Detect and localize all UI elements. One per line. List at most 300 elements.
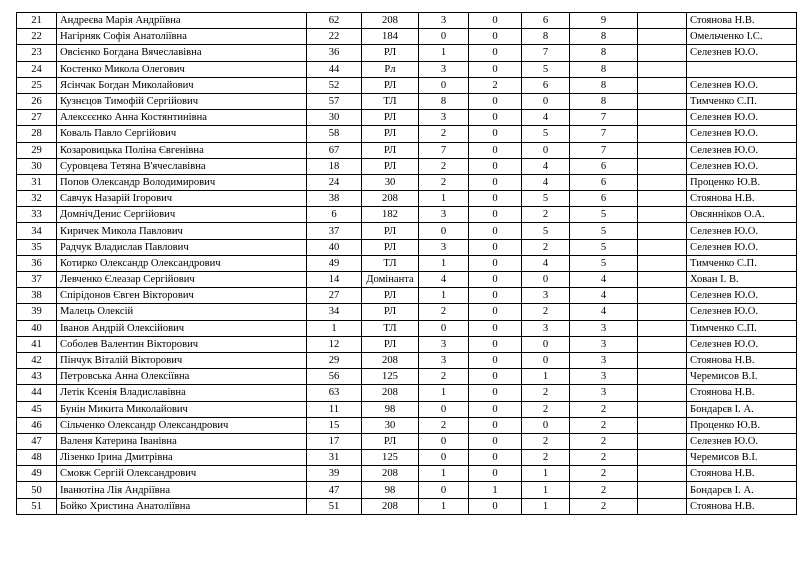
row-number-cell: 39 xyxy=(17,304,57,320)
row-number-cell: 38 xyxy=(17,288,57,304)
student-name-cell: Соболев Валентин Вікторович xyxy=(57,336,307,352)
school-cell: 208 xyxy=(362,498,419,514)
participant-code-cell: 14 xyxy=(307,272,362,288)
total-score-cell: 6 xyxy=(570,174,638,190)
row-number-cell: 22 xyxy=(17,29,57,45)
row-number-cell: 51 xyxy=(17,498,57,514)
score-1-cell: 3 xyxy=(419,61,469,77)
total-score-cell: 2 xyxy=(570,433,638,449)
school-cell: 30 xyxy=(362,174,419,190)
teacher-name-cell: Селезнев Ю.О. xyxy=(687,239,797,255)
participant-code-cell: 12 xyxy=(307,336,362,352)
row-number-cell: 25 xyxy=(17,77,57,93)
score-3-cell: 2 xyxy=(522,207,570,223)
participant-code-cell: 1 xyxy=(307,320,362,336)
total-score-cell: 4 xyxy=(570,304,638,320)
total-score-cell: 8 xyxy=(570,45,638,61)
teacher-name-cell: Стоянова Н.В. xyxy=(687,466,797,482)
score-2-cell: 0 xyxy=(469,239,522,255)
score-2-cell: 0 xyxy=(469,352,522,368)
score-3-cell: 0 xyxy=(522,93,570,109)
student-name-cell: Бойко Христина Анатоліївна xyxy=(57,498,307,514)
total-score-cell: 5 xyxy=(570,239,638,255)
school-cell: 125 xyxy=(362,369,419,385)
score-1-cell: 1 xyxy=(419,498,469,514)
row-number-cell: 35 xyxy=(17,239,57,255)
school-cell: РЛ xyxy=(362,142,419,158)
score-2-cell: 0 xyxy=(469,29,522,45)
score-2-cell: 0 xyxy=(469,369,522,385)
score-2-cell: 0 xyxy=(469,320,522,336)
teacher-name-cell: Стоянова Н.В. xyxy=(687,498,797,514)
note-cell xyxy=(638,110,687,126)
score-2-cell: 0 xyxy=(469,417,522,433)
table-row xyxy=(17,433,797,449)
student-name-cell: Савчук Назарій Ігорович xyxy=(57,191,307,207)
score-3-cell: 2 xyxy=(522,433,570,449)
total-score-cell: 8 xyxy=(570,77,638,93)
row-number-cell: 29 xyxy=(17,142,57,158)
score-2-cell: 0 xyxy=(469,401,522,417)
score-3-cell: 0 xyxy=(522,352,570,368)
teacher-name-cell: Селезнев Ю.О. xyxy=(687,110,797,126)
total-score-cell: 2 xyxy=(570,450,638,466)
score-2-cell: 0 xyxy=(469,13,522,29)
total-score-cell: 3 xyxy=(570,385,638,401)
student-name-cell: Кузнєцов Тимофій Сергійович xyxy=(57,93,307,109)
total-score-cell: 2 xyxy=(570,401,638,417)
score-3-cell: 3 xyxy=(522,288,570,304)
row-number-cell: 33 xyxy=(17,207,57,223)
row-number-cell: 47 xyxy=(17,433,57,449)
score-1-cell: 1 xyxy=(419,255,469,271)
note-cell xyxy=(638,450,687,466)
table-row xyxy=(17,369,797,385)
student-name-cell: Андреєва Марія Андріївна xyxy=(57,13,307,29)
participant-code-cell: 31 xyxy=(307,450,362,466)
participant-code-cell: 57 xyxy=(307,93,362,109)
score-3-cell: 6 xyxy=(522,77,570,93)
school-cell: ТЛ xyxy=(362,320,419,336)
teacher-name-cell: Селезнев Ю.О. xyxy=(687,142,797,158)
student-name-cell: ДомнічДенис Сергійович xyxy=(57,207,307,223)
score-3-cell: 0 xyxy=(522,336,570,352)
school-cell: Рл xyxy=(362,61,419,77)
note-cell xyxy=(638,158,687,174)
row-number-cell: 34 xyxy=(17,223,57,239)
score-2-cell: 0 xyxy=(469,126,522,142)
total-score-cell: 8 xyxy=(570,93,638,109)
row-number-cell: 27 xyxy=(17,110,57,126)
score-1-cell: 0 xyxy=(419,223,469,239)
table-row xyxy=(17,158,797,174)
row-number-cell: 40 xyxy=(17,320,57,336)
school-cell: 98 xyxy=(362,401,419,417)
table-row xyxy=(17,13,797,29)
score-1-cell: 3 xyxy=(419,352,469,368)
row-number-cell: 43 xyxy=(17,369,57,385)
score-2-cell: 0 xyxy=(469,466,522,482)
teacher-name-cell: Стоянова Н.В. xyxy=(687,191,797,207)
score-1-cell: 0 xyxy=(419,401,469,417)
row-number-cell: 32 xyxy=(17,191,57,207)
school-cell: РЛ xyxy=(362,45,419,61)
score-1-cell: 1 xyxy=(419,288,469,304)
school-cell: ТЛ xyxy=(362,93,419,109)
table-row xyxy=(17,77,797,93)
score-3-cell: 2 xyxy=(522,401,570,417)
note-cell xyxy=(638,13,687,29)
total-score-cell: 2 xyxy=(570,417,638,433)
score-2-cell: 0 xyxy=(469,207,522,223)
participant-code-cell: 17 xyxy=(307,433,362,449)
score-2-cell: 0 xyxy=(469,450,522,466)
score-1-cell: 0 xyxy=(419,29,469,45)
score-3-cell: 4 xyxy=(522,255,570,271)
total-score-cell: 5 xyxy=(570,255,638,271)
school-cell: РЛ xyxy=(362,158,419,174)
total-score-cell: 7 xyxy=(570,142,638,158)
score-3-cell: 4 xyxy=(522,110,570,126)
score-2-cell: 0 xyxy=(469,45,522,61)
table-row xyxy=(17,417,797,433)
score-3-cell: 4 xyxy=(522,174,570,190)
row-number-cell: 41 xyxy=(17,336,57,352)
note-cell xyxy=(638,174,687,190)
table-row xyxy=(17,272,797,288)
score-1-cell: 3 xyxy=(419,110,469,126)
table-row xyxy=(17,288,797,304)
participant-code-cell: 47 xyxy=(307,482,362,498)
teacher-name-cell: Селезнев Ю.О. xyxy=(687,304,797,320)
student-name-cell: Овсієнко Богдана Вячеславівна xyxy=(57,45,307,61)
row-number-cell: 49 xyxy=(17,466,57,482)
table-row xyxy=(17,110,797,126)
note-cell xyxy=(638,207,687,223)
participant-code-cell: 36 xyxy=(307,45,362,61)
student-name-cell: Левченко Єлеазар Сергійович xyxy=(57,272,307,288)
participant-code-cell: 52 xyxy=(307,77,362,93)
table-row xyxy=(17,61,797,77)
score-2-cell: 0 xyxy=(469,498,522,514)
score-3-cell: 1 xyxy=(522,466,570,482)
school-cell: 182 xyxy=(362,207,419,223)
teacher-name-cell: Бондарєв І. А. xyxy=(687,401,797,417)
teacher-name-cell: Селезнев Ю.О. xyxy=(687,158,797,174)
table-row xyxy=(17,498,797,514)
score-3-cell: 1 xyxy=(522,482,570,498)
note-cell xyxy=(638,77,687,93)
total-score-cell: 6 xyxy=(570,191,638,207)
teacher-name-cell: Хован І. В. xyxy=(687,272,797,288)
participant-code-cell: 51 xyxy=(307,498,362,514)
table-row xyxy=(17,336,797,352)
teacher-name-cell: Тимченко С.П. xyxy=(687,320,797,336)
table-row xyxy=(17,126,797,142)
teacher-name-cell: Селезнев Ю.О. xyxy=(687,77,797,93)
note-cell xyxy=(638,288,687,304)
score-1-cell: 3 xyxy=(419,207,469,223)
teacher-name-cell: Стоянова Н.В. xyxy=(687,385,797,401)
school-cell: 208 xyxy=(362,466,419,482)
school-cell: 208 xyxy=(362,13,419,29)
note-cell xyxy=(638,336,687,352)
note-cell xyxy=(638,142,687,158)
table-row xyxy=(17,482,797,498)
score-1-cell: 2 xyxy=(419,158,469,174)
teacher-name-cell: Проценко Ю.В. xyxy=(687,417,797,433)
row-number-cell: 50 xyxy=(17,482,57,498)
score-1-cell: 4 xyxy=(419,272,469,288)
total-score-cell: 3 xyxy=(570,320,638,336)
total-score-cell: 7 xyxy=(570,110,638,126)
score-2-cell: 0 xyxy=(469,158,522,174)
score-3-cell: 2 xyxy=(522,239,570,255)
participant-code-cell: 62 xyxy=(307,13,362,29)
row-number-cell: 21 xyxy=(17,13,57,29)
participant-code-cell: 11 xyxy=(307,401,362,417)
table-row xyxy=(17,255,797,271)
total-score-cell: 7 xyxy=(570,126,638,142)
score-1-cell: 7 xyxy=(419,142,469,158)
score-1-cell: 2 xyxy=(419,304,469,320)
school-cell: Домінанта xyxy=(362,272,419,288)
participant-code-cell: 56 xyxy=(307,369,362,385)
score-1-cell: 1 xyxy=(419,385,469,401)
score-1-cell: 0 xyxy=(419,77,469,93)
student-name-cell: Валеня Катерина Іванівна xyxy=(57,433,307,449)
student-name-cell: Пінчук Віталій Вікторович xyxy=(57,352,307,368)
total-score-cell: 2 xyxy=(570,498,638,514)
note-cell xyxy=(638,239,687,255)
total-score-cell: 9 xyxy=(570,13,638,29)
school-cell: 98 xyxy=(362,482,419,498)
note-cell xyxy=(638,401,687,417)
teacher-name-cell: Овсянніков О.А. xyxy=(687,207,797,223)
score-1-cell: 0 xyxy=(419,433,469,449)
student-name-cell: Киричек Микола Павлович xyxy=(57,223,307,239)
total-score-cell: 4 xyxy=(570,272,638,288)
participant-code-cell: 37 xyxy=(307,223,362,239)
row-number-cell: 26 xyxy=(17,93,57,109)
note-cell xyxy=(638,61,687,77)
student-name-cell: Суровцева Тетяна В'ячеславівна xyxy=(57,158,307,174)
score-3-cell: 2 xyxy=(522,450,570,466)
school-cell: 184 xyxy=(362,29,419,45)
score-3-cell: 1 xyxy=(522,498,570,514)
teacher-name-cell: Черемисов В.І. xyxy=(687,450,797,466)
note-cell xyxy=(638,126,687,142)
student-name-cell: Котирко Олександр Олександрович xyxy=(57,255,307,271)
teacher-name-cell: Черемисов В.І. xyxy=(687,369,797,385)
student-name-cell: Лізенко Ірина Дмитрівна xyxy=(57,450,307,466)
score-2-cell: 0 xyxy=(469,288,522,304)
score-2-cell: 2 xyxy=(469,77,522,93)
teacher-name-cell: Проценко Ю.В. xyxy=(687,174,797,190)
participant-code-cell: 15 xyxy=(307,417,362,433)
note-cell xyxy=(638,304,687,320)
row-number-cell: 31 xyxy=(17,174,57,190)
student-name-cell: Сільченко Олександр Олександрович xyxy=(57,417,307,433)
teacher-name-cell: Селезнев Ю.О. xyxy=(687,45,797,61)
score-1-cell: 1 xyxy=(419,191,469,207)
school-cell: РЛ xyxy=(362,223,419,239)
teacher-name-cell: Стоянова Н.В. xyxy=(687,13,797,29)
participant-code-cell: 30 xyxy=(307,110,362,126)
table-row xyxy=(17,304,797,320)
student-name-cell: Радчук Владислав Павлович xyxy=(57,239,307,255)
school-cell: РЛ xyxy=(362,304,419,320)
student-name-cell: Нагірняк Софія Анатоліївна xyxy=(57,29,307,45)
note-cell xyxy=(638,466,687,482)
participant-code-cell: 44 xyxy=(307,61,362,77)
score-1-cell: 0 xyxy=(419,320,469,336)
participant-code-cell: 49 xyxy=(307,255,362,271)
note-cell xyxy=(638,385,687,401)
score-2-cell: 0 xyxy=(469,93,522,109)
score-3-cell: 5 xyxy=(522,191,570,207)
school-cell: РЛ xyxy=(362,77,419,93)
score-2-cell: 0 xyxy=(469,304,522,320)
table-row xyxy=(17,142,797,158)
school-cell: РЛ xyxy=(362,126,419,142)
total-score-cell: 8 xyxy=(570,29,638,45)
participant-code-cell: 6 xyxy=(307,207,362,223)
participant-code-cell: 29 xyxy=(307,352,362,368)
note-cell xyxy=(638,320,687,336)
score-1-cell: 8 xyxy=(419,93,469,109)
row-number-cell: 42 xyxy=(17,352,57,368)
score-3-cell: 2 xyxy=(522,385,570,401)
student-name-cell: Смовж Сергій Олександрович xyxy=(57,466,307,482)
school-cell: РЛ xyxy=(362,239,419,255)
score-2-cell: 0 xyxy=(469,385,522,401)
student-name-cell: Петровська Анна Олексіївна xyxy=(57,369,307,385)
score-2-cell: 0 xyxy=(469,174,522,190)
total-score-cell: 2 xyxy=(570,482,638,498)
score-2-cell: 0 xyxy=(469,433,522,449)
score-1-cell: 1 xyxy=(419,466,469,482)
score-3-cell: 2 xyxy=(522,304,570,320)
school-cell: 208 xyxy=(362,352,419,368)
table-row xyxy=(17,29,797,45)
note-cell xyxy=(638,369,687,385)
score-1-cell: 2 xyxy=(419,369,469,385)
student-name-cell: Іванютіна Лія Андріївна xyxy=(57,482,307,498)
row-number-cell: 46 xyxy=(17,417,57,433)
table-row xyxy=(17,45,797,61)
note-cell xyxy=(638,255,687,271)
score-3-cell: 6 xyxy=(522,13,570,29)
note-cell xyxy=(638,433,687,449)
participant-code-cell: 39 xyxy=(307,466,362,482)
row-number-cell: 24 xyxy=(17,61,57,77)
total-score-cell: 5 xyxy=(570,223,638,239)
score-1-cell: 2 xyxy=(419,126,469,142)
table-row xyxy=(17,207,797,223)
score-2-cell: 0 xyxy=(469,61,522,77)
score-3-cell: 4 xyxy=(522,158,570,174)
score-1-cell: 0 xyxy=(419,482,469,498)
participant-code-cell: 67 xyxy=(307,142,362,158)
score-1-cell: 3 xyxy=(419,336,469,352)
total-score-cell: 2 xyxy=(570,466,638,482)
teacher-name-cell: Селезнев Ю.О. xyxy=(687,288,797,304)
total-score-cell: 6 xyxy=(570,158,638,174)
score-1-cell: 3 xyxy=(419,239,469,255)
total-score-cell: 5 xyxy=(570,207,638,223)
score-3-cell: 0 xyxy=(522,142,570,158)
score-1-cell: 0 xyxy=(419,450,469,466)
score-2-cell: 0 xyxy=(469,142,522,158)
results-table xyxy=(16,12,797,515)
participant-code-cell: 40 xyxy=(307,239,362,255)
student-name-cell: Ясінчак Богдан Миколайович xyxy=(57,77,307,93)
total-score-cell: 3 xyxy=(570,336,638,352)
school-cell: РЛ xyxy=(362,288,419,304)
table-row xyxy=(17,385,797,401)
teacher-name-cell: Селезнев Ю.О. xyxy=(687,433,797,449)
row-number-cell: 45 xyxy=(17,401,57,417)
row-number-cell: 28 xyxy=(17,126,57,142)
participant-code-cell: 24 xyxy=(307,174,362,190)
row-number-cell: 23 xyxy=(17,45,57,61)
score-2-cell: 1 xyxy=(469,482,522,498)
school-cell: 208 xyxy=(362,385,419,401)
participant-code-cell: 18 xyxy=(307,158,362,174)
teacher-name-cell: Омельченко І.С. xyxy=(687,29,797,45)
row-number-cell: 37 xyxy=(17,272,57,288)
note-cell xyxy=(638,93,687,109)
table-row xyxy=(17,401,797,417)
note-cell xyxy=(638,417,687,433)
score-3-cell: 5 xyxy=(522,223,570,239)
student-name-cell: Козаровицька Поліна Євгенівна xyxy=(57,142,307,158)
table-row xyxy=(17,174,797,190)
student-name-cell: Алексєєнко Анна Костянтинівна xyxy=(57,110,307,126)
total-score-cell: 4 xyxy=(570,288,638,304)
total-score-cell: 3 xyxy=(570,352,638,368)
score-1-cell: 2 xyxy=(419,174,469,190)
participant-code-cell: 38 xyxy=(307,191,362,207)
school-cell: 208 xyxy=(362,191,419,207)
note-cell xyxy=(638,191,687,207)
score-1-cell: 1 xyxy=(419,45,469,61)
score-3-cell: 1 xyxy=(522,369,570,385)
participant-code-cell: 58 xyxy=(307,126,362,142)
score-2-cell: 0 xyxy=(469,223,522,239)
school-cell: 125 xyxy=(362,450,419,466)
total-score-cell: 8 xyxy=(570,61,638,77)
participant-code-cell: 34 xyxy=(307,304,362,320)
note-cell xyxy=(638,223,687,239)
score-2-cell: 0 xyxy=(469,110,522,126)
school-cell: 30 xyxy=(362,417,419,433)
participant-code-cell: 22 xyxy=(307,29,362,45)
table-row xyxy=(17,223,797,239)
student-name-cell: Іванов Андрій Олексійович xyxy=(57,320,307,336)
score-1-cell: 2 xyxy=(419,417,469,433)
student-name-cell: Бунін Микита Миколайович xyxy=(57,401,307,417)
school-cell: РЛ xyxy=(362,336,419,352)
table-row xyxy=(17,450,797,466)
student-name-cell: Летік Ксенія Владиславівна xyxy=(57,385,307,401)
table-row xyxy=(17,239,797,255)
student-name-cell: Малець Олексій xyxy=(57,304,307,320)
student-name-cell: Костенко Микола Олегович xyxy=(57,61,307,77)
score-3-cell: 0 xyxy=(522,417,570,433)
score-1-cell: 3 xyxy=(419,13,469,29)
